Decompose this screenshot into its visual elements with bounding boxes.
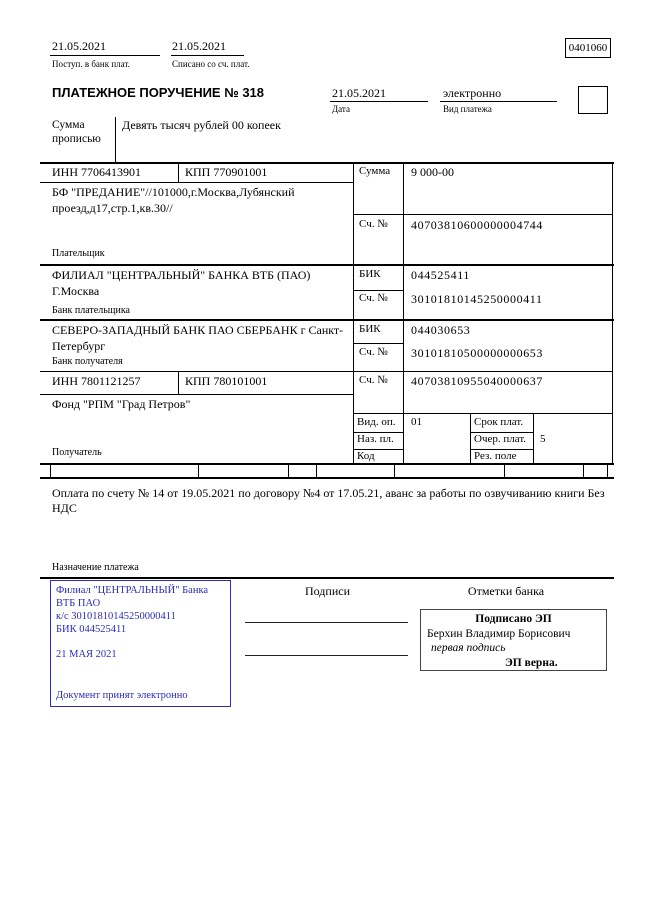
table-line bbox=[40, 182, 353, 183]
payer-inn: ИНН 7706413901 bbox=[52, 165, 141, 179]
debited-from-account-date: 21.05.2021 bbox=[172, 39, 226, 53]
payee-inn: ИНН 7801121257 bbox=[52, 374, 141, 388]
table-line bbox=[353, 343, 404, 344]
stamp-accepted-text: Документ принят электронно bbox=[56, 690, 188, 701]
payment-kind-value: электронно bbox=[443, 86, 502, 100]
signature-verified: ЭП верна. bbox=[505, 656, 558, 669]
payer-bank-section-label: Банк плательщика bbox=[52, 305, 130, 316]
form-code-box: 0401060 bbox=[565, 38, 611, 58]
date-label: Дата bbox=[332, 104, 350, 114]
payer-bank-account-number: 30101810145250000411 bbox=[411, 292, 543, 306]
amount-in-words-label: Сумма прописью bbox=[52, 119, 101, 145]
priority-value: 5 bbox=[540, 433, 546, 445]
payer-name: БФ "ПРЕДАНИЕ"//101000,г.Москва,Лубянский проезд,д17,стр.1,кв.30// bbox=[52, 185, 295, 215]
table-line bbox=[353, 290, 404, 291]
table-line bbox=[504, 465, 505, 478]
payer-account-number: 40703810600000004744 bbox=[411, 218, 543, 232]
status-checkbox bbox=[578, 86, 608, 114]
table-line bbox=[198, 465, 199, 478]
received-in-bank-date: 21.05.2021 bbox=[52, 39, 106, 53]
table-line bbox=[178, 371, 179, 394]
payee-account-label: Сч. № bbox=[359, 374, 388, 386]
payee-bank-account-label: Сч. № bbox=[359, 346, 388, 358]
table-line bbox=[470, 413, 471, 463]
bank-stamp bbox=[50, 580, 231, 707]
table-line bbox=[533, 413, 534, 463]
payee-bank-section-label: Банк получателя bbox=[52, 356, 123, 367]
payer-bank-account-label: Сч. № bbox=[359, 292, 388, 304]
table-line bbox=[612, 162, 613, 463]
payment-purpose-label: Назначение платежа bbox=[52, 562, 139, 573]
payer-bank-name: ФИЛИАЛ "ЦЕНТРАЛЬНЫЙ" БАНКА ВТБ (ПАО) Г.Москва bbox=[52, 268, 311, 298]
stamp-bank-name: Филиал "ЦЕНТРАЛЬНЫЙ" Банка ВТБ ПАО bbox=[56, 585, 209, 609]
payee-bank-bik-label: БИК bbox=[359, 323, 381, 335]
payment-kind-label: Вид платежа bbox=[443, 104, 492, 114]
date-underline bbox=[330, 101, 428, 102]
operation-kind-label: Вид. оп. bbox=[357, 416, 396, 428]
table-line bbox=[353, 162, 354, 463]
code-label: Код bbox=[357, 450, 375, 462]
payee-bank-bik: 044030653 bbox=[411, 323, 471, 337]
priority-label: Очер. плат. bbox=[474, 433, 527, 445]
table-line bbox=[40, 577, 614, 579]
signed-title: Подписано ЭП bbox=[475, 613, 552, 625]
document-date: 21.05.2021 bbox=[332, 86, 386, 100]
table-line bbox=[288, 465, 289, 478]
signer-name: Берхин Владимир Борисович bbox=[427, 627, 571, 640]
table-line bbox=[353, 214, 612, 215]
stamp-corr-account: к/с 30101810145250000411 bbox=[56, 611, 176, 622]
signature-line bbox=[245, 622, 408, 623]
signature-line bbox=[245, 655, 408, 656]
table-line bbox=[178, 162, 179, 182]
payee-kpp: КПП 780101001 bbox=[185, 374, 268, 388]
debited-from-account-label: Списано со сч. плат. bbox=[172, 59, 250, 69]
document-title: ПЛАТЕЖНОЕ ПОРУЧЕНИЕ № 318 bbox=[52, 85, 265, 100]
table-line bbox=[403, 162, 404, 463]
table-line bbox=[40, 394, 353, 395]
tax-fields-row bbox=[50, 465, 608, 478]
received-in-bank-label: Поступ. в банк плат. bbox=[52, 59, 130, 69]
electronic-signature-box bbox=[420, 609, 607, 671]
signature-kind: первая подпись bbox=[431, 642, 506, 654]
sum-value: 9 000-00 bbox=[411, 165, 454, 179]
amount-words-divider bbox=[115, 117, 116, 163]
table-line bbox=[583, 465, 584, 478]
payer-kpp: КПП 770901001 bbox=[185, 165, 268, 179]
purpose-kind-label: Наз. пл. bbox=[357, 433, 394, 445]
bank-marks-heading: Отметки банка bbox=[467, 584, 545, 598]
table-line bbox=[40, 319, 614, 321]
signatures-heading: Подписи bbox=[304, 584, 351, 598]
payment-term-label: Срок плат. bbox=[474, 416, 524, 428]
payer-account-label: Сч. № bbox=[359, 218, 388, 230]
payee-name: Фонд "РПМ "Град Петров" bbox=[52, 397, 191, 411]
payer-bank-bik: 044525411 bbox=[411, 268, 470, 282]
stamp-date: 21 МАЯ 2021 bbox=[56, 649, 117, 660]
payer-bank-bik-label: БИК bbox=[359, 268, 381, 280]
payee-bank-name: СЕВЕРО-ЗАПАДНЫЙ БАНК ПАО СБЕРБАНК г Санкт-Петербург bbox=[52, 323, 344, 353]
payer-section-label: Плательщик bbox=[52, 248, 105, 259]
operation-kind-value: 01 bbox=[411, 416, 422, 428]
table-line bbox=[394, 465, 395, 478]
table-line bbox=[40, 162, 614, 164]
debited-date-underline bbox=[171, 55, 244, 56]
table-line bbox=[353, 413, 612, 414]
payee-section-label: Получатель bbox=[52, 447, 102, 458]
stamp-bik: БИК 044525411 bbox=[56, 624, 127, 635]
payee-account-number: 40703810955040000637 bbox=[411, 374, 543, 388]
table-line bbox=[316, 465, 317, 478]
table-line bbox=[40, 371, 612, 372]
payment-kind-underline bbox=[440, 101, 557, 102]
received-date-underline bbox=[50, 55, 160, 56]
reserve-field-label: Рез. поле bbox=[474, 450, 517, 462]
payment-purpose-text: Оплата по счету № 14 от 19.05.2021 по договору №4 от 17.05.21, аванс за работы по озвучиванию книги Без НДС bbox=[52, 486, 605, 515]
sum-label: Сумма bbox=[359, 165, 391, 177]
amount-in-words-value: Девять тысяч рублей 00 копеек bbox=[122, 118, 281, 132]
table-line bbox=[40, 264, 614, 266]
payee-bank-account-number: 30101810500000000653 bbox=[411, 346, 543, 360]
